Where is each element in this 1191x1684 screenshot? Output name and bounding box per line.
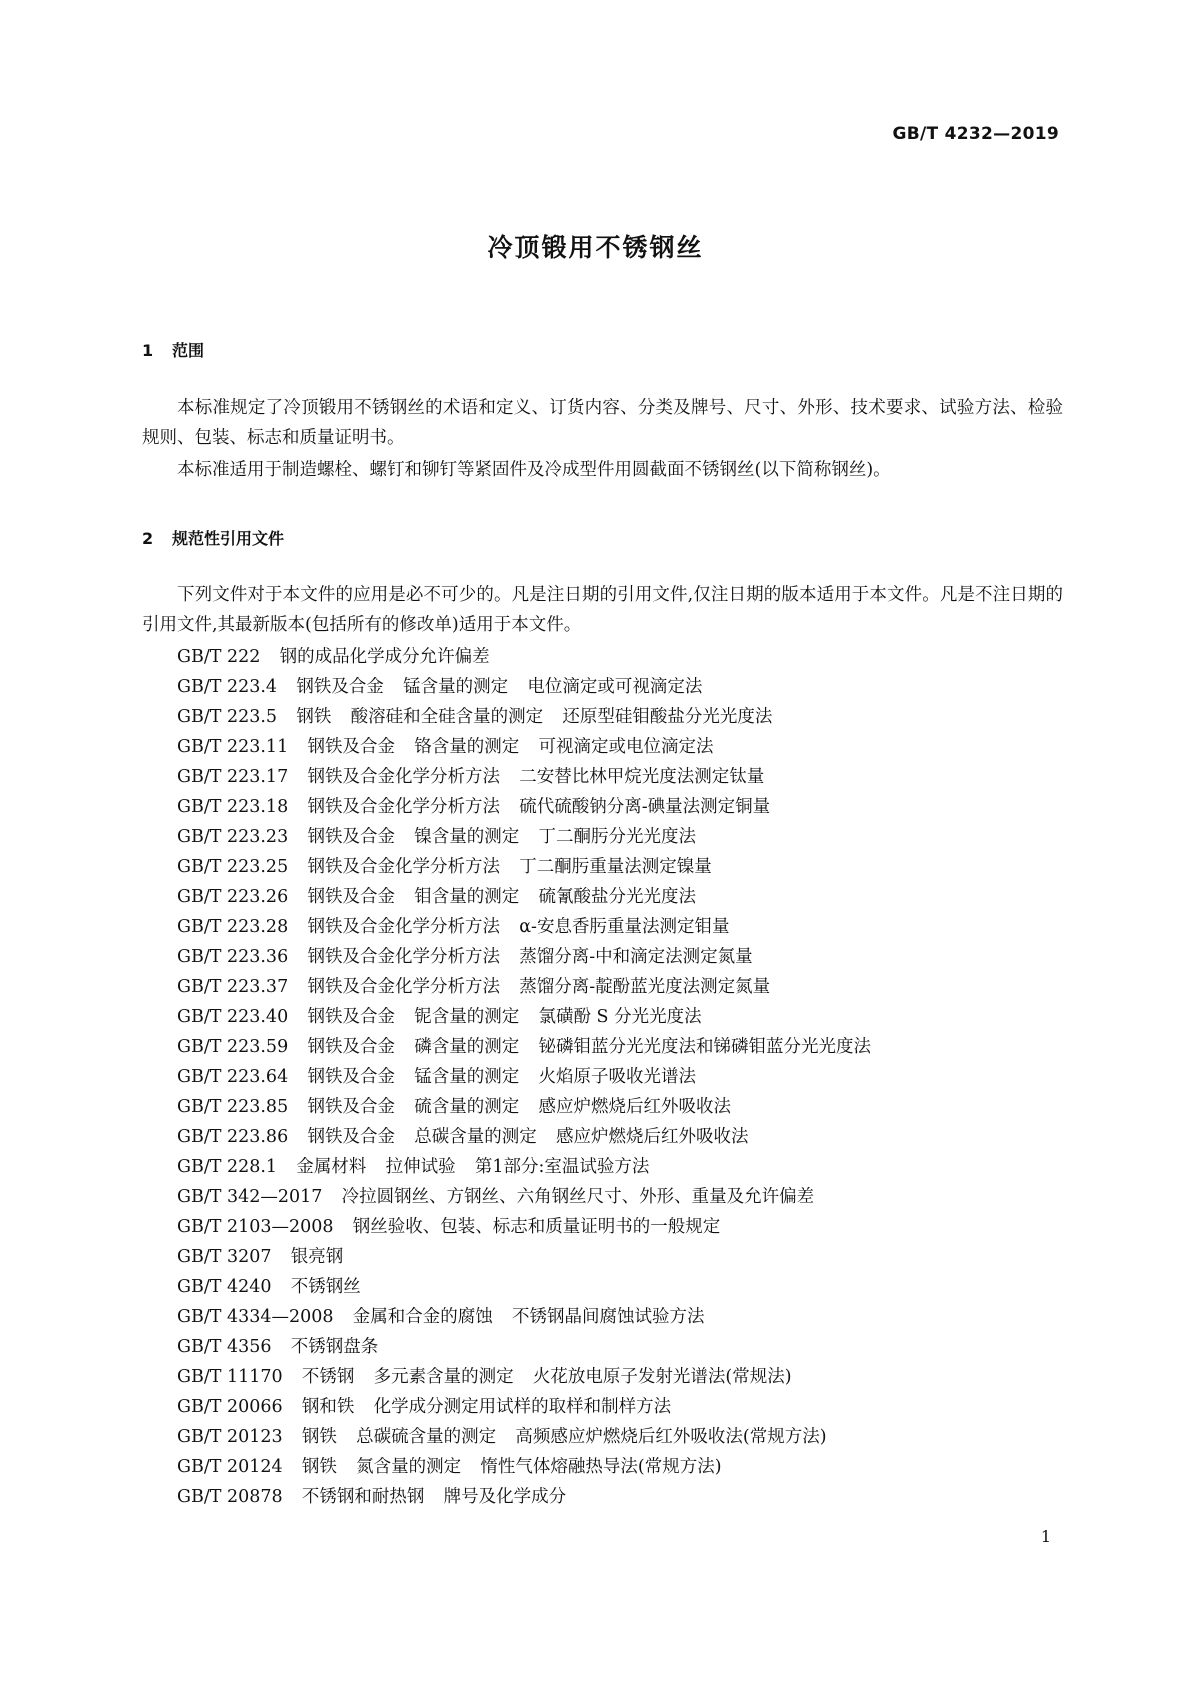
reference-code: GB/T 223.26 <box>177 887 289 907</box>
reference-title: 钢丝验收、包装、标志和质量证明书的一般规定 <box>352 1217 721 1237</box>
reference-title <box>302 1397 671 1417</box>
reference-title-part: 钢铁及合金化学分析方法 <box>307 917 500 937</box>
reference-title <box>307 977 770 997</box>
reference-code: GB/T 4240 <box>177 1277 272 1297</box>
reference-item <box>177 1122 1057 1152</box>
reference-title <box>307 797 770 817</box>
reference-title <box>307 1127 748 1147</box>
reference-item <box>177 762 1057 792</box>
reference-item <box>177 1242 1057 1272</box>
reference-title-part: 钢铁及合金化学分析方法 <box>307 857 500 877</box>
reference-title-part: 蒸馏分离-靛酚蓝光度法测定氮量 <box>519 977 771 997</box>
reference-title-part: 磷含量的测定 <box>414 1037 520 1057</box>
reference-title-part: 钢铁及合金 <box>296 677 384 697</box>
scope-paragraph: 本标准规定了冷顶锻用不锈钢丝的术语和定义、订货内容、分类及牌号、尺寸、外形、技术要求、试验方法、检验规则、包装、标志和质量证明书。 <box>142 398 1063 448</box>
reference-title-part: 钢铁及合金 <box>307 1127 395 1147</box>
reference-title <box>302 1427 827 1447</box>
reference-title-part: 惰性气体熔融热导法(常规方法) <box>480 1457 722 1477</box>
reference-title-part: 氯磺酚 S 分光光度法 <box>538 1007 702 1027</box>
reference-title: 冷拉圆钢丝、方钢丝、六角钢丝尺寸、外形、重量及允许偏差 <box>341 1187 815 1207</box>
reference-title-part: 火花放电原子发射光谱法(常规法) <box>532 1367 792 1387</box>
reference-code: GB/T 228.1 <box>177 1157 278 1177</box>
reference-title <box>302 1457 722 1477</box>
reference-title-part: 钢铁及合金 <box>307 1037 395 1057</box>
reference-title-part: 锰含量的测定 <box>403 677 509 697</box>
reference-title-part: 多元素含量的测定 <box>373 1367 514 1387</box>
reference-code: GB/T 223.59 <box>177 1037 289 1057</box>
reference-title <box>307 947 752 967</box>
page-number: 1 <box>1040 1527 1051 1546</box>
reference-title-part: 钢铁及合金 <box>307 1067 395 1087</box>
reference-title <box>307 1067 696 1087</box>
reference-list <box>177 642 1057 1512</box>
section-title: 规范性引用文件 <box>172 529 285 548</box>
reference-item <box>177 1182 1057 1212</box>
reference-title-part: 不锈钢和耐热钢 <box>301 1487 425 1507</box>
reference-title-part: 钢铁 <box>301 1427 337 1447</box>
reference-title-part: 钢铁及合金 <box>307 887 395 907</box>
reference-title-part: 金属和合金的腐蚀 <box>352 1307 493 1327</box>
reference-title-part: 丁二酮肟重量法测定镍量 <box>519 857 712 877</box>
reference-title-part: 二安替比林甲烷光度法测定钛量 <box>519 767 765 787</box>
reference-item <box>177 1452 1057 1482</box>
reference-title <box>307 917 729 937</box>
reference-code: GB/T 223.4 <box>177 677 278 697</box>
scope-paragraph: 本标准适用于制造螺栓、螺钉和铆钉等紧固件及冷成型件用圆截面不锈钢丝(以下简称钢丝)。 <box>177 460 891 480</box>
reference-title <box>307 887 696 907</box>
reference-title <box>307 1007 701 1027</box>
reference-title <box>307 857 711 877</box>
reference-item <box>177 1482 1057 1512</box>
reference-code: GB/T 223.86 <box>177 1127 289 1147</box>
reference-title-part: 可视滴定或电位滴定法 <box>538 737 714 757</box>
reference-title-part: α-安息香肟重量法测定钼量 <box>519 917 730 937</box>
reference-title-part: 火焰原子吸收光谱法 <box>538 1067 696 1087</box>
reference-title-part: 钢铁及合金 <box>307 1097 395 1117</box>
reference-title-part: 钢铁及合金化学分析方法 <box>307 977 500 997</box>
reference-code: GB/T 223.18 <box>177 797 289 817</box>
reference-title-part: 钢铁及合金 <box>307 1007 395 1027</box>
reference-title-part: 第1部分:室温试验方法 <box>474 1157 650 1177</box>
reference-item <box>177 822 1057 852</box>
reference-code: GB/T 20124 <box>177 1457 283 1477</box>
reference-code: GB/T 20066 <box>177 1397 283 1417</box>
reference-title <box>296 677 702 697</box>
reference-title: 不锈钢丝 <box>290 1277 361 1297</box>
reference-title-part: 酸溶硅和全硅含量的测定 <box>350 707 544 727</box>
reference-code: GB/T 223.40 <box>177 1007 289 1027</box>
reference-code: GB/T 223.17 <box>177 767 289 787</box>
reference-title-part: 硫含量的测定 <box>414 1097 520 1117</box>
reference-code: GB/T 223.36 <box>177 947 289 967</box>
reference-title <box>307 827 696 847</box>
reference-item <box>177 972 1057 1002</box>
reference-item <box>177 1332 1057 1362</box>
reference-title-part: 铋磷钼蓝分光光度法和锑磷钼蓝分光光度法 <box>538 1037 871 1057</box>
reference-item <box>177 702 1057 732</box>
reference-title: 钢的成品化学成分允许偏差 <box>279 647 490 667</box>
reference-item <box>177 1422 1057 1452</box>
reference-item <box>177 1392 1057 1422</box>
reference-title-part: 不锈钢晶间腐蚀试验方法 <box>512 1307 705 1327</box>
reference-item <box>177 642 1057 672</box>
reference-title <box>307 767 764 787</box>
reference-code: GB/T 223.25 <box>177 857 289 877</box>
references-intro-paragraph: 下列文件对于本文件的应用是必不可少的。凡是注日期的引用文件,仅注日期的版本适用于本文件。凡是不注日期的引用文件,其最新版本(包括所有的修改单)适用于本文件。 <box>142 585 1063 635</box>
reference-title <box>302 1487 566 1507</box>
reference-title-part: 还原型硅钼酸盐分光光度法 <box>562 707 773 727</box>
reference-item <box>177 852 1057 882</box>
reference-title-part: 氮含量的测定 <box>356 1457 462 1477</box>
standard-code: GB/T 4232—2019 <box>892 124 1059 144</box>
reference-title-part: 钢铁及合金 <box>307 827 395 847</box>
reference-code: GB/T 4334—2008 <box>177 1307 334 1327</box>
reference-item <box>177 1272 1057 1302</box>
reference-code: GB/T 223.11 <box>177 737 289 757</box>
reference-item <box>177 1062 1057 1092</box>
reference-title-part: 不锈钢 <box>301 1367 355 1387</box>
reference-title <box>296 707 772 727</box>
reference-title-part: 硫代硫酸钠分离-碘量法测定铜量 <box>519 797 771 817</box>
reference-title <box>302 1367 792 1387</box>
reference-title-part: 钢铁及合金化学分析方法 <box>307 947 500 967</box>
reference-title-part: 镍含量的测定 <box>414 827 520 847</box>
reference-title <box>307 1037 871 1057</box>
reference-code: GB/T 223.37 <box>177 977 289 997</box>
reference-item <box>177 732 1057 762</box>
reference-code: GB/T 3207 <box>177 1247 272 1267</box>
reference-item <box>177 1302 1057 1332</box>
reference-code: GB/T 223.28 <box>177 917 289 937</box>
reference-title-part: 硫氰酸盐分光光度法 <box>538 887 696 907</box>
reference-title-part: 金属材料 <box>296 1157 367 1177</box>
reference-title-part: 牌号及化学成分 <box>443 1487 567 1507</box>
reference-title <box>296 1157 649 1177</box>
reference-item <box>177 1092 1057 1122</box>
reference-item <box>177 1212 1057 1242</box>
reference-code: GB/T 20123 <box>177 1427 283 1447</box>
reference-title: 不锈钢盘条 <box>290 1337 379 1357</box>
reference-item <box>177 672 1057 702</box>
reference-title-part: 锰含量的测定 <box>414 1067 520 1087</box>
reference-code: GB/T 223.5 <box>177 707 278 727</box>
reference-code: GB/T 2103—2008 <box>177 1217 334 1237</box>
document-title: 冷顶锻用不锈钢丝 <box>487 233 704 262</box>
reference-item <box>177 1032 1057 1062</box>
reference-title-part: 电位滴定或可视滴定法 <box>527 677 703 697</box>
reference-title-part: 钼含量的测定 <box>414 887 520 907</box>
reference-item <box>177 912 1057 942</box>
reference-code: GB/T 20878 <box>177 1487 283 1507</box>
section-heading-normative-references <box>142 526 284 549</box>
reference-title-part: 钢铁及合金化学分析方法 <box>307 797 500 817</box>
reference-title <box>307 737 713 757</box>
reference-title-part: 丁二酮肟分光光度法 <box>538 827 696 847</box>
reference-title: 银亮钢 <box>290 1247 344 1267</box>
reference-title-part: 钢铁及合金化学分析方法 <box>307 767 500 787</box>
reference-code: GB/T 4356 <box>177 1337 272 1357</box>
section-number: 1 <box>142 341 154 360</box>
reference-title-part: 钢铁 <box>296 707 332 727</box>
reference-title-part: 拉伸试验 <box>385 1157 456 1177</box>
section-heading-scope <box>142 338 204 361</box>
reference-item <box>177 1362 1057 1392</box>
reference-item <box>177 1002 1057 1032</box>
reference-title-part: 蒸馏分离-中和滴定法测定氮量 <box>519 947 753 967</box>
reference-title-part: 铬含量的测定 <box>414 737 520 757</box>
reference-title-part: 钢铁 <box>301 1457 337 1477</box>
reference-title-part: 高频感应炉燃烧后红外吸收法(常规方法) <box>515 1427 827 1447</box>
reference-title-part: 总碳含量的测定 <box>414 1127 537 1147</box>
reference-title-part: 铌含量的测定 <box>414 1007 520 1027</box>
reference-title-part: 感应炉燃烧后红外吸收法 <box>555 1127 749 1147</box>
reference-code: GB/T 222 <box>177 647 261 667</box>
reference-code: GB/T 223.23 <box>177 827 289 847</box>
reference-item <box>177 792 1057 822</box>
reference-title-part: 钢铁及合金 <box>307 737 395 757</box>
section-number: 2 <box>142 529 154 548</box>
reference-code: GB/T 223.85 <box>177 1097 289 1117</box>
reference-code: GB/T 223.64 <box>177 1067 289 1087</box>
reference-title <box>353 1307 705 1327</box>
reference-code: GB/T 342—2017 <box>177 1187 323 1207</box>
reference-title-part: 总碳硫含量的测定 <box>356 1427 497 1447</box>
reference-item <box>177 1152 1057 1182</box>
reference-item <box>177 942 1057 972</box>
reference-title-part: 钢和铁 <box>301 1397 355 1417</box>
reference-title-part: 感应炉燃烧后红外吸收法 <box>538 1097 731 1117</box>
reference-title <box>307 1097 731 1117</box>
reference-code: GB/T 11170 <box>177 1367 283 1387</box>
reference-title-part: 化学成分测定用试样的取样和制样方法 <box>373 1397 672 1417</box>
reference-item <box>177 882 1057 912</box>
section-title: 范围 <box>172 341 205 360</box>
